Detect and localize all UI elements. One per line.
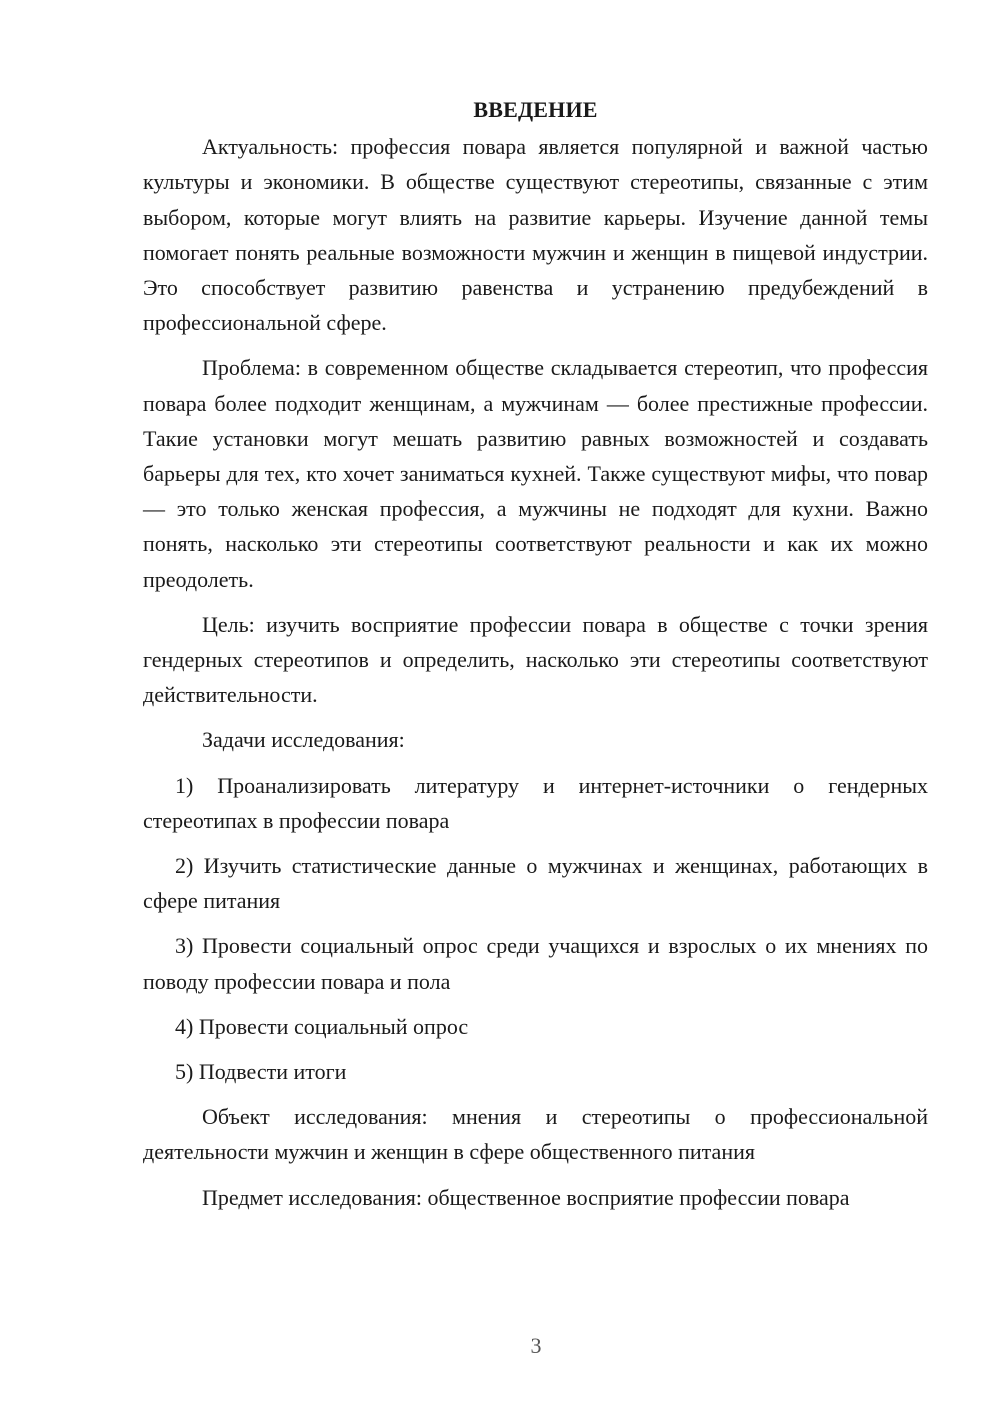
problem-paragraph: Проблема: в современном обществе складывается стереотип, что профессия повара более подходит женщинам, а мужчинам — более престижные профессии. Такие установки могут мешать развитию равных возможностей и создавать барьеры для тех, кто хочет заниматься кухней. Также существуют мифы, что повар — это только женская профессия, а мужчины не подходят для кухни. Важно понять, насколько эти стереотипы соответствуют реальности и как их можно преодолеть.: [143, 355, 928, 592]
object-paragraph: Объект исследования: мнения и стереотипы о профессиональной деятельности мужчин и женщин в сфере общественного питания: [143, 1104, 928, 1165]
tasks-heading: Задачи исследования:: [202, 727, 405, 753]
document-page: [143, 92, 928, 1225]
page-title: ВВЕДЕНИЕ: [473, 97, 598, 122]
task-item-2: 2) Изучить статистические данные о мужчинах и женщинах, работающих в сфере питания: [143, 853, 928, 914]
relevance-paragraph: Актуальность: профессия повара является популярной и важной частью культуры и экономики. В обществе существуют стереотипы, связанные с этим выбором, которые могут влиять на развитие карьеры. Изучение данной темы помогает понять реальные возможности мужчин и женщин в пищевой индустрии. Это способствует развитию равенства и устранению предубеждений в профессиональной сфере.: [143, 134, 928, 336]
task-item-1: 1) Проанализировать литературу и интернет-источники о гендерных стереотипах в профессии повара: [143, 772, 928, 833]
subject-paragraph: Предмет исследования: общественное восприятие профессии повара: [202, 1184, 850, 1210]
page-number: 3: [530, 1333, 542, 1358]
task-item-4: 4) Провести социальный опрос: [175, 1013, 469, 1039]
task-item-3: 3) Провести социальный опрос среди учащихся и взрослых о их мнениях по поводу профессии повара и пола: [143, 933, 928, 994]
task-item-5: 5) Подвести итоги: [175, 1059, 347, 1085]
goal-paragraph: Цель: изучить восприятие профессии повара в обществе с точки зрения гендерных стереотипов и определить, насколько эти стереотипы соответствуют действительности.: [143, 611, 928, 708]
